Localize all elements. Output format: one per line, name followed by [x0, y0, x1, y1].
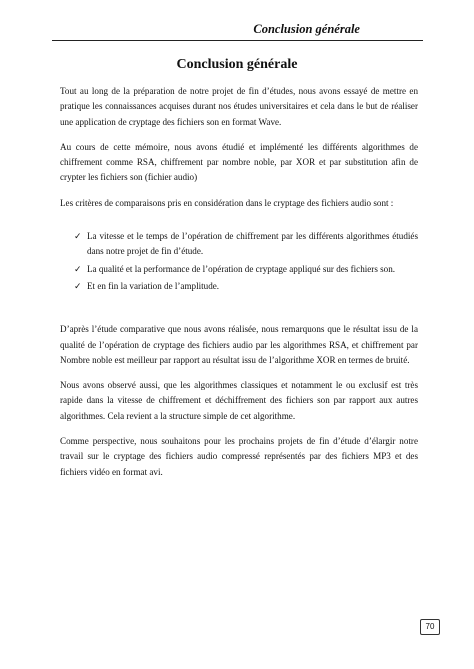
body-text [60, 84, 418, 490]
paragraph-observation: Nous avons observé aussi, que les algorithmes classiques et notamment le ou exclusif est très rapide dans la vitesse de chiffrement et déchiffrement des fichiers son par rapport aux autres algorithmes. Cela revient a la structure simple de cet algorithme. [60, 380, 418, 421]
checkmark-icon: ✓ [74, 263, 82, 274]
running-header: Conclusion générale [253, 22, 360, 36]
paragraph-intro: Tout au long de la préparation de notre projet de fin d’études, nous avons essayé de mettre en pratique les connaissances acquises durant nos études universitaires et cela dans le but de réaliser une application de cryptage des fichiers son en format Wave. [60, 86, 418, 127]
paragraph-comparison: D’après l’étude comparative que nous avons réalisée, nous remarquons que le résultat issu de la qualité de l’opération de cryptage des fichiers audio par les algorithmes RSA, et chiffrement par Nombre noble est meilleur par rapport au résultat issu de l’algorithme XOR en termes de bruité. [60, 324, 418, 365]
checkmark-icon: ✓ [74, 231, 82, 242]
list-item-text: La vitesse et le temps de l’opération de chiffrement par les différents algorithmes étudiés dans notre projet de fin d’étude. [87, 231, 418, 257]
paragraph-algorithms: Au cours de cette mémoire, nous avons étudié et implémenté les différents algorithmes de chiffrement comme RSA, chiffrement par nombre noble, par XOR et par substitution afin de crypter les fichiers son (fichier audio) [60, 141, 418, 183]
header-rule [52, 40, 423, 41]
list-item [74, 279, 418, 294]
checkmark-icon: ✓ [74, 280, 82, 291]
list-item-text: Et en fin la variation de l’amplitude. [87, 280, 220, 291]
list-item-text: La qualité et la performance de l’opération de cryptage appliqué sur des fichiers son. [87, 263, 396, 274]
list-item [74, 229, 418, 260]
criteria-list [60, 229, 418, 294]
page-number: 70 [420, 619, 440, 635]
list-item [74, 262, 418, 277]
paragraph-criteria-intro: Les critères de comparaisons pris en considération dans le cryptage des fichiers audio sont : [60, 197, 394, 208]
paragraph-perspective: Comme perspective, nous souhaitons pour les prochains projets de fin d’étude d’élargir notre travail sur le cryptage des fichiers audio compressé représentés par des fichiers MP3 et des fichiers vidéo en format avi. [60, 436, 418, 477]
chapter-title: Conclusion générale [176, 57, 298, 72]
